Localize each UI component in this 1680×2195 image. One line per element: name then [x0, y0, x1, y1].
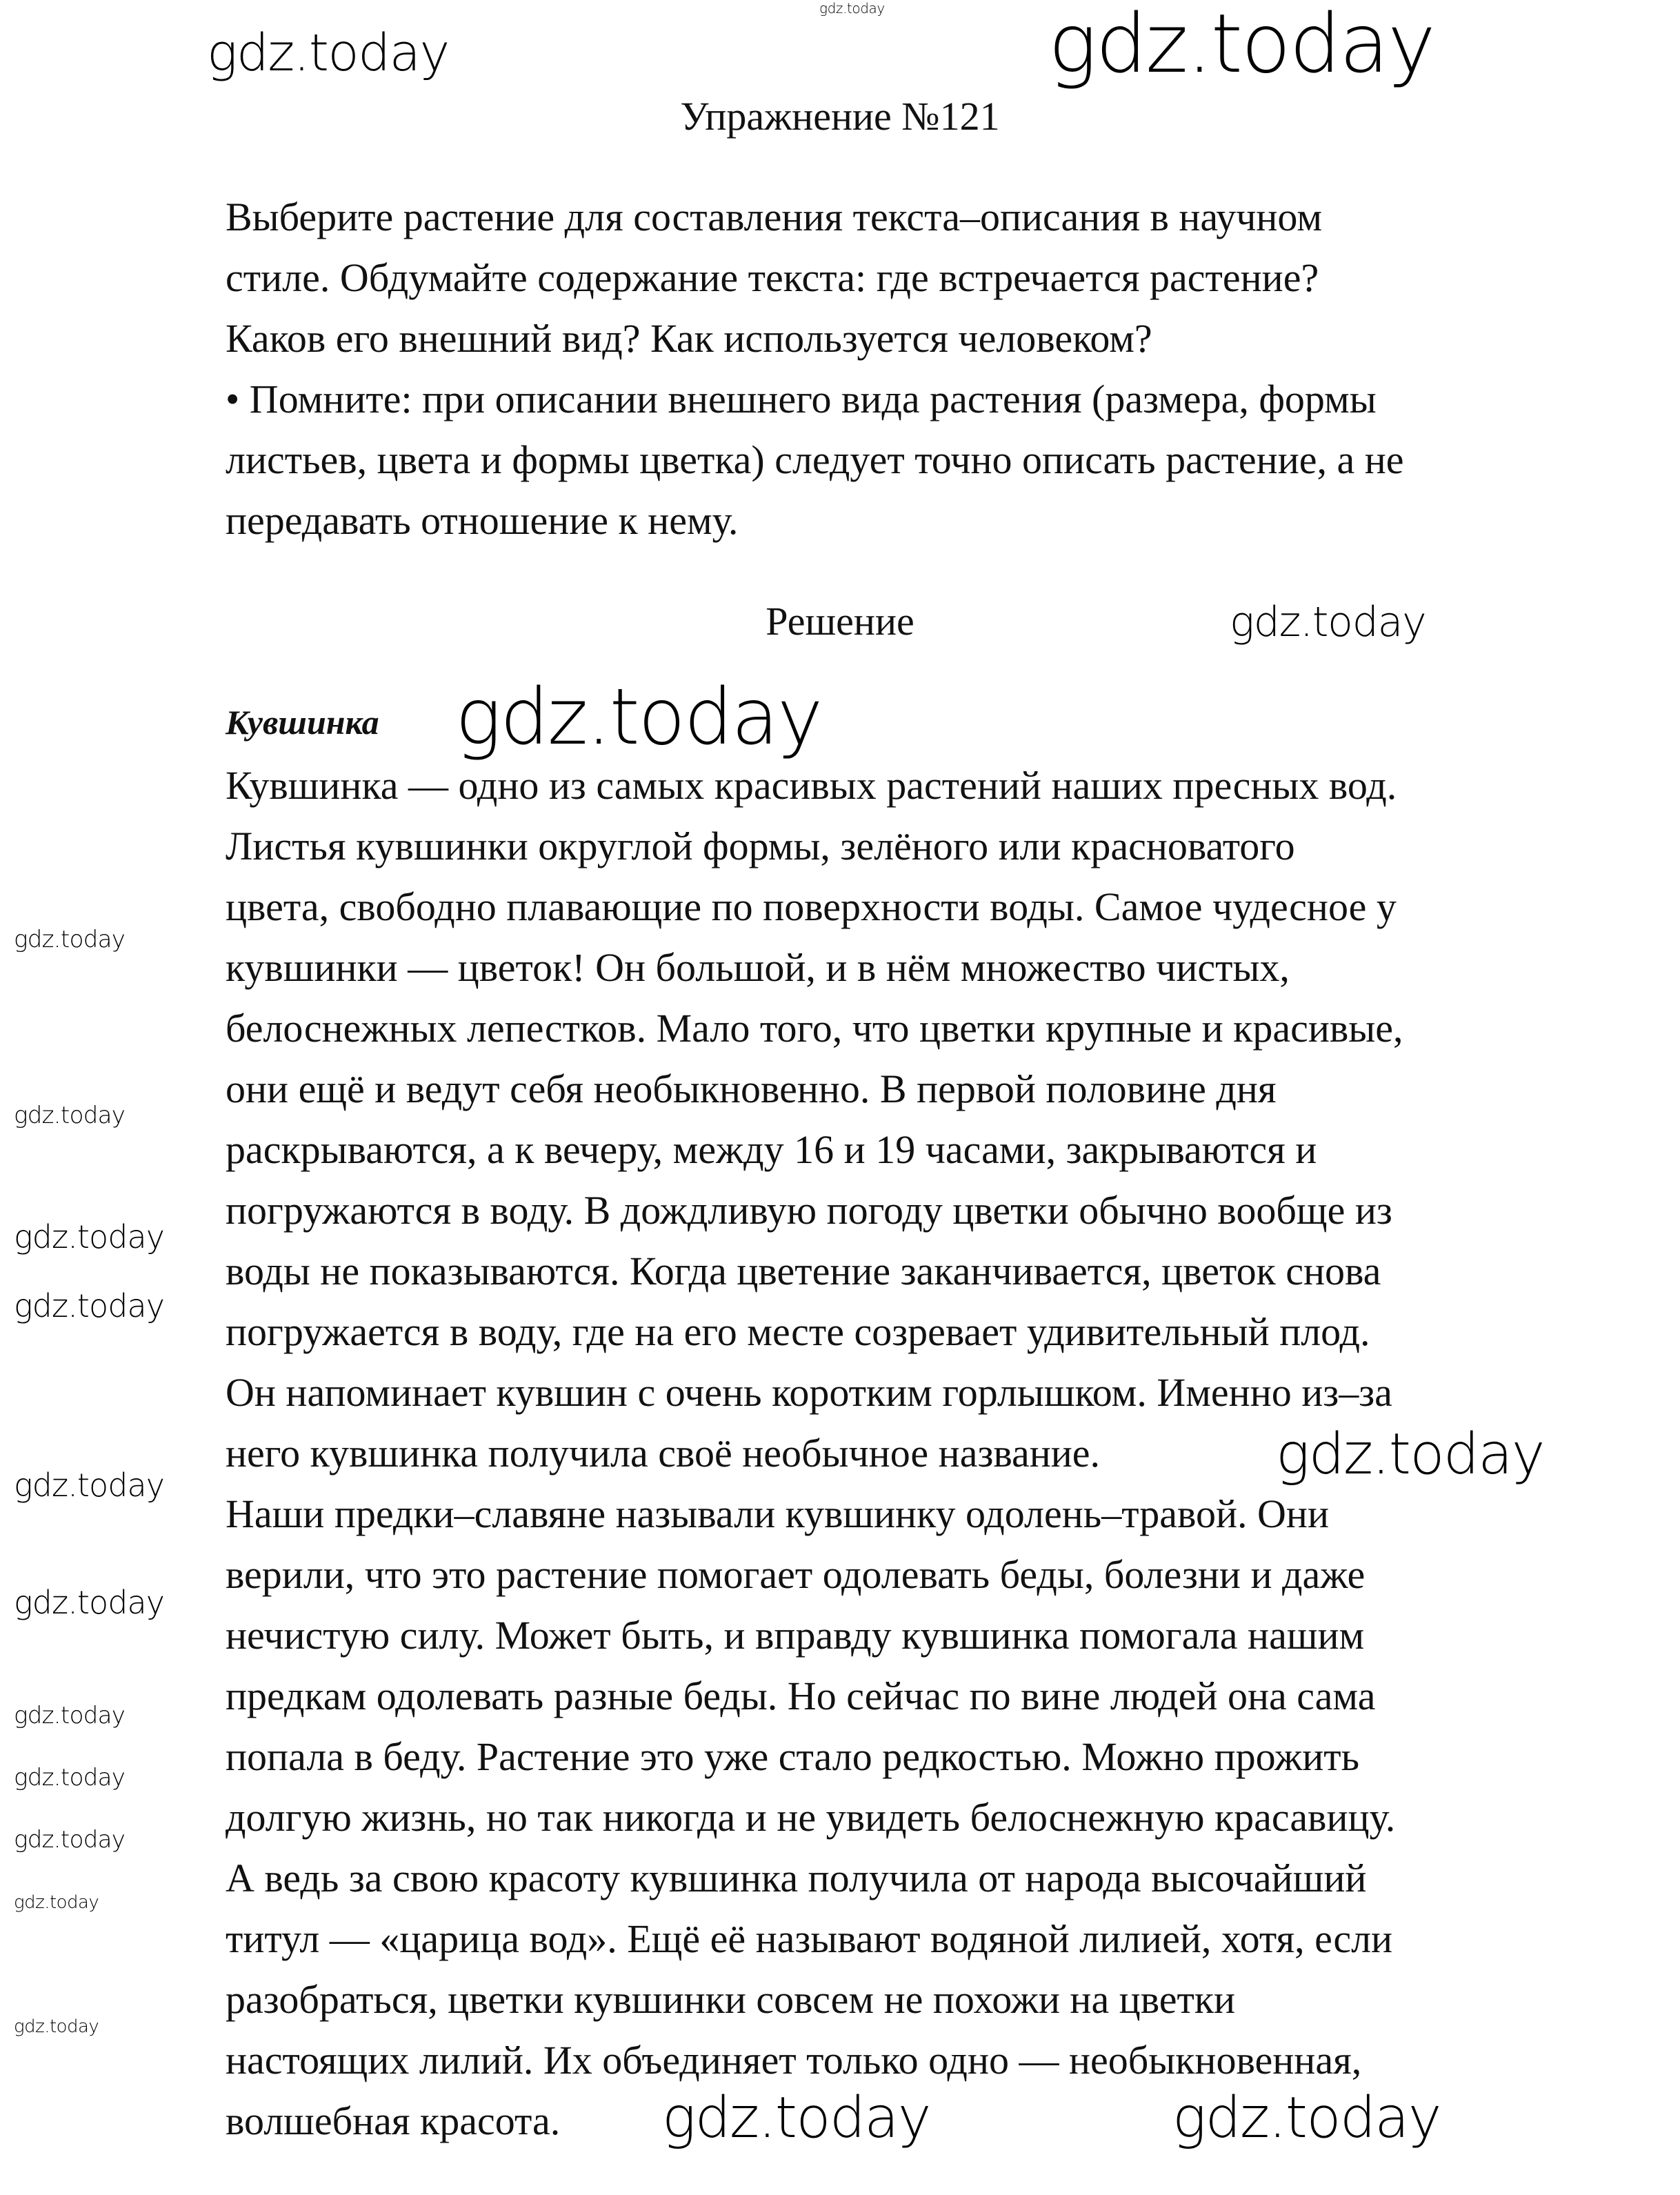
text-line: белоснежных лепестков. Мало того, что цветки крупные и красивые,	[226, 1006, 1403, 1051]
text-line: погружается в воду, где на его месте созревает удивительный плод.	[226, 1309, 1370, 1354]
watermark: gdz.today	[662, 2085, 930, 2151]
text-line: цвета, свободно плавающие по поверхности воды. Самое чудесное у	[226, 884, 1397, 929]
watermark: gdz.today	[14, 926, 126, 953]
text-line: воды не показываются. Когда цветение заканчивается, цветок снова	[226, 1249, 1381, 1293]
watermark: gdz.today	[14, 1764, 126, 1791]
text-line: передавать отношение к нему.	[226, 498, 739, 543]
text-line: волшебная красота.	[226, 2098, 561, 2143]
text-line: погружаются в воду. В дождливую погоду цветки обычно вообще из	[226, 1188, 1392, 1233]
text-line: нечистую силу. Может быть, и вправду кувшинка помогала нашим	[226, 1613, 1365, 1658]
watermark: gdz.today	[1172, 2085, 1441, 2151]
watermark: gdz.today	[14, 1702, 126, 1729]
text-line: Кувшинка — одно из самых красивых растений наших пресных вод.	[226, 763, 1397, 808]
text-line: попала в беду. Растение это уже стало редкостью. Можно прожить	[226, 1734, 1360, 1779]
exercise-title: Упражнение №121	[680, 94, 1000, 139]
text-line: разобраться, цветки кувшинки совсем не похожи на цветки	[226, 1977, 1236, 2022]
watermark: gdz.today	[14, 1218, 165, 1255]
text-line: Каков его внешний вид? Как используется человеком?	[226, 316, 1152, 361]
watermark: gdz.today	[1276, 1422, 1544, 1487]
solution-heading: Решение	[766, 599, 914, 644]
text-line: листьев, цвета и формы цветка) следует точно описать растение, а не	[226, 437, 1404, 482]
text-line: настоящих лилий. Их объединяет только одно — необыкновенная,	[226, 2038, 1362, 2083]
watermark: gdz.today	[14, 1826, 126, 1854]
watermark: gdz.today	[14, 2016, 99, 2037]
text-line: него кувшинка получила своё необычное название.	[226, 1431, 1101, 1476]
text-line: А ведь за свою красоту кувшинка получила от народа высочайший	[226, 1856, 1367, 1900]
watermark: gdz.today	[14, 1102, 126, 1129]
solution-subtitle: Кувшинка	[226, 703, 379, 742]
watermark: gdz.today	[207, 23, 449, 83]
watermark: gdz.today	[1230, 598, 1426, 646]
text-line: Он напоминает кувшин с очень коротким горлышком. Именно из–за	[226, 1370, 1392, 1415]
watermark: gdz.today	[14, 1892, 99, 1913]
watermark: gdz.today	[14, 1467, 165, 1504]
text-line: стиле. Обдумайте содержание текста: где встречается растение?	[226, 255, 1319, 300]
text-line: раскрываются, а к вечеру, между 16 и 19 часами, закрываются и	[226, 1127, 1317, 1172]
text-line: кувшинки — цветок! Он большой, и в нём множество чистых,	[226, 945, 1290, 990]
text-line: титул — «царица вод». Ещё её называют водяной лилией, хотя, если	[226, 1916, 1393, 1961]
text-line: они ещё и ведут себя необыкновенно. В первой половине дня	[226, 1066, 1277, 1111]
text-line: долгую жизнь, но так никогда и не увидеть белоснежную красавицу.	[226, 1795, 1396, 1840]
text-line: предкам одолевать разные беды. Но сейчас по вине людей она сама	[226, 1673, 1376, 1718]
text-line: Выберите растение для составления текста–описания в научном	[226, 195, 1323, 239]
watermark: gdz.today	[14, 1287, 165, 1324]
text-line: Листья кувшинки округлой формы, зелёного или красноватого	[226, 824, 1295, 868]
watermark: gdz.today	[14, 1584, 165, 1621]
text-line: верили, что это растение помогает одолевать беды, болезни и даже	[226, 1552, 1366, 1597]
watermark: gdz.today	[819, 0, 885, 17]
watermark: gdz.today	[455, 673, 821, 762]
text-line: • Помните: при описании внешнего вида растения (размера, формы	[226, 377, 1377, 421]
text-line: Наши предки–славяне называли кувшинку одолень–травой. Они	[226, 1491, 1329, 1536]
watermark: gdz.today	[1048, 0, 1434, 91]
